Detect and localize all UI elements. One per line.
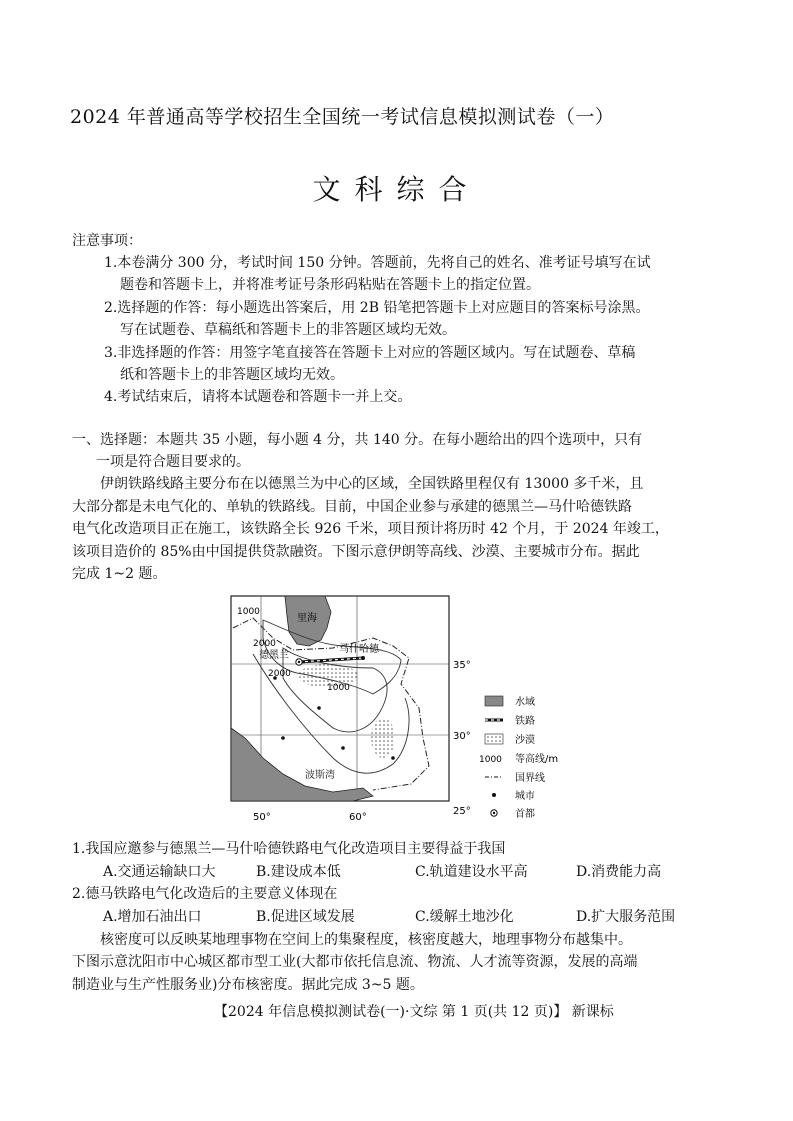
q1-option-a[interactable]: A.交通运输缺口大 xyxy=(103,864,216,880)
legend-contour-icon: 1000 xyxy=(479,755,502,765)
legend-railway-label: 铁路 xyxy=(515,716,535,727)
lat-tick-35: 35° xyxy=(453,660,471,671)
notice-line-4: 写在试题卷、草稿纸和答题卡上的非答题区域均无效。 xyxy=(120,322,456,338)
notice-line-5: 3.非选择题的作答：用签字笔直接答在答题卡上对应的答题区域内。写在试题卷、草稿 xyxy=(104,345,636,361)
notice-line-6: 纸和答题卡上的非答题区域均无效。 xyxy=(120,367,344,383)
legend-border-label: 国界线 xyxy=(515,773,545,784)
label-contour-1000a: 1000 xyxy=(237,607,260,617)
lat-tick-30: 30° xyxy=(453,731,471,742)
map-legend xyxy=(479,695,558,820)
label-gulf: 波斯湾 xyxy=(305,770,335,781)
q2-option-d[interactable]: D.扩大服务范围 xyxy=(576,909,676,925)
page-title: 2024 年普通高等学校招生全国统一考试信息模拟测试卷（一） xyxy=(70,106,615,128)
capital-dot xyxy=(298,661,300,663)
section-heading-line-1: 一、选择题：本题共 35 小题，每小题 4 分，共 140 分。在每小题给出的四个选项中，只有 xyxy=(72,432,643,448)
iran-map-figure xyxy=(223,588,608,828)
desert-area-2 xyxy=(371,718,395,758)
passage2-line-1: 核密度可以反映某地理事物在空间上的集聚程度，核密度越大，地理事物分布越集中。 xyxy=(100,932,632,948)
passage2-line-3: 制造业与生产性服务业)分布核密度。据此完成 3~5 题。 xyxy=(72,977,424,993)
notice-line-3: 2.选择题的作答：每小题选出答案后，用 2B 铅笔把答题卡上对应题目的答案标号涂黑。 xyxy=(104,300,650,316)
label-contour-2000b: 2000 xyxy=(268,669,291,679)
legend-capital-label: 首都 xyxy=(515,809,535,820)
city-marker xyxy=(281,736,285,740)
city-marker xyxy=(317,706,321,710)
q1-option-c[interactable]: C.轨道建设水平高 xyxy=(415,864,528,880)
legend-water-icon xyxy=(485,696,503,706)
q2-option-b[interactable]: B.促进区域发展 xyxy=(256,909,355,925)
passage2-line-2: 下图示意沈阳市中心城区都市型工业(大都市依托信息流、物流、人才流等资源，发展的高端 xyxy=(72,954,638,970)
passage1-line-5: 完成 1~2 题。 xyxy=(72,566,167,582)
question-1-stem: 1.我国应邀参与德黑兰—马什哈德铁路电气化改造项目主要得益于我国 xyxy=(72,841,506,857)
subject-title: 文科综合 xyxy=(312,173,481,206)
page-footer: 【2024 年信息模拟测试卷(一)·文综 第 1 页(共 12 页)】 新课标 xyxy=(214,1004,614,1020)
label-contour-2000a: 2000 xyxy=(253,639,276,649)
lon-tick-50: 50° xyxy=(253,812,271,823)
notice-line-2: 题卷和答题卡上，并将准考证号条形码粘贴在答题卡上的指定位置。 xyxy=(120,277,540,293)
city-mashhad xyxy=(361,656,365,660)
lon-tick-60: 60° xyxy=(349,812,367,823)
passage1-line-1: 伊朗铁路线路主要分布在以德黑兰为中心的区域，全国铁路里程仅有 13000 多千米，且 xyxy=(100,476,644,492)
q1-option-d[interactable]: D.消费能力高 xyxy=(576,864,662,880)
legend-water-label: 水域 xyxy=(515,697,535,708)
question-2-stem: 2.德马铁路电气化改造后的主要意义体现在 xyxy=(72,886,338,902)
q1-option-b[interactable]: B.建设成本低 xyxy=(256,864,341,880)
section-heading-line-2: 一项是符合题目要求的。 xyxy=(96,454,250,470)
passage1-line-2: 大部分都是未电气化的、单轨的铁路线。目前，中国企业参与承建的德黑兰—马什哈德铁路 xyxy=(72,499,632,515)
city-marker xyxy=(391,756,395,760)
legend-desert-icon xyxy=(485,734,503,744)
legend-city-icon xyxy=(492,793,496,797)
q2-option-a[interactable]: A.增加石油出口 xyxy=(103,909,202,925)
notice-line-7: 4.考试结束后，请将本试题卷和答题卡一并上交。 xyxy=(104,389,412,405)
legend-desert-label: 沙漠 xyxy=(515,735,535,746)
label-caspian: 里海 xyxy=(297,613,317,624)
q2-option-c[interactable]: C.缓解土地沙化 xyxy=(415,909,514,925)
label-contour-1000b: 1000 xyxy=(327,683,350,693)
city-marker xyxy=(341,746,345,750)
notice-line-1: 1.本卷满分 300 分，考试时间 150 分钟。答题前，先将自己的姓名、准考证号填写在试 xyxy=(104,255,651,271)
label-tehran: 德黑兰 xyxy=(259,650,289,661)
lat-tick-25: 25° xyxy=(453,806,471,817)
legend-city-label: 城市 xyxy=(515,791,535,802)
notice-heading: 注意事项： xyxy=(72,233,142,249)
passage1-line-3: 电气化改造项目正在施工，该铁路全长 926 千米，项目预计将历时 42 个月，于 2024 年竣工， xyxy=(72,521,669,537)
legend-contour-label: 等高线/m xyxy=(515,754,559,765)
iran-map xyxy=(223,588,608,828)
label-mashhad: 马什哈德 xyxy=(339,644,379,655)
passage1-line-4: 该项目造价的 85%由中国提供贷款融资。下图示意伊朗等高线、沙漠、主要城市分布。据此 xyxy=(72,544,640,560)
